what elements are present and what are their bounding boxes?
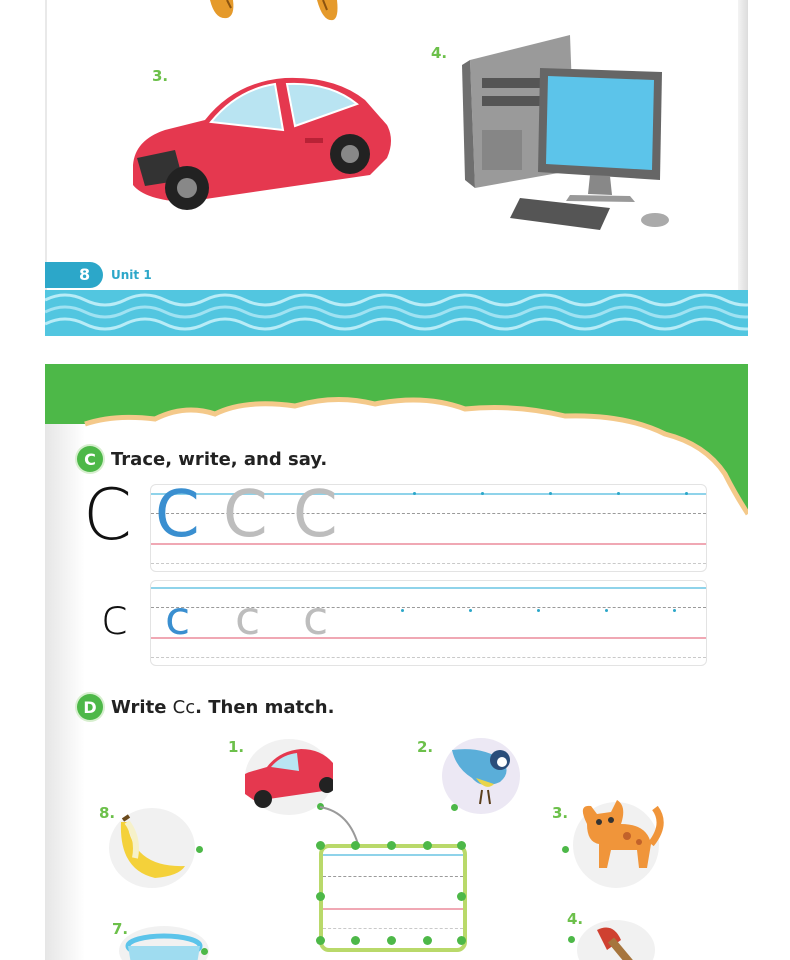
page-edge (738, 0, 748, 336)
cup-picture (119, 926, 209, 960)
model-uppercase-letter: C (83, 474, 132, 556)
ghost-uppercase-letter: C (223, 478, 268, 552)
match-number-4: 4. (567, 910, 584, 928)
model-lowercase-letter: c (101, 588, 129, 646)
car-illustration (125, 70, 395, 220)
axe-picture (577, 920, 655, 960)
section-c-instruction: Trace, write, and say. (111, 448, 328, 470)
match-number-3: 3. (552, 804, 569, 822)
match-dot-2[interactable] (451, 804, 458, 811)
uppercase-writing-box (150, 478, 707, 572)
match-dot-4[interactable] (568, 936, 575, 943)
section-d-instruction-prefix: Write (111, 696, 173, 718)
wave-decoration (45, 290, 748, 336)
page-number: 8 (79, 265, 91, 284)
cat-picture (573, 802, 659, 888)
match-dot-7[interactable] (201, 948, 208, 955)
banana-icon (109, 808, 195, 888)
section-c-title (77, 446, 327, 472)
section-d-letters: Cc (172, 696, 196, 718)
computer-illustration (440, 30, 680, 235)
bird-picture (442, 738, 520, 814)
section-d-instruction-suffix: . Then match. (195, 696, 335, 718)
dog-illustration (205, 0, 365, 24)
cup-icon (119, 926, 209, 960)
match-dot-3[interactable] (562, 846, 569, 853)
bird-icon (442, 738, 520, 814)
traced-uppercase-letter: C (155, 478, 200, 552)
ghost-lowercase-letter: c (235, 591, 261, 645)
match-number-1: 1. (228, 738, 245, 756)
item-number-4: 4. (431, 44, 448, 62)
ghost-uppercase-letter: C (293, 478, 338, 552)
center-writing-frame[interactable] (319, 844, 467, 952)
banana-picture (109, 808, 195, 888)
top-page (45, 0, 748, 336)
match-number-8: 8. (99, 804, 116, 822)
section-d-title (77, 694, 334, 720)
bottom-page (45, 364, 748, 960)
match-dot-8[interactable] (196, 846, 203, 853)
match-number-7: 7. (112, 920, 129, 938)
match-number-2: 2. (417, 738, 434, 756)
unit-label: Unit 1 (111, 268, 152, 282)
item-number-3: 3. (152, 67, 169, 85)
cat-icon (567, 784, 667, 874)
axe-icon (577, 920, 655, 960)
lowercase-writing-box (150, 580, 707, 666)
section-d-badge: D (77, 694, 103, 720)
traced-lowercase-letter: c (165, 591, 191, 645)
section-c-badge: C (77, 446, 103, 472)
ghost-lowercase-letter: c (303, 591, 329, 645)
page-number-tab (45, 262, 103, 288)
